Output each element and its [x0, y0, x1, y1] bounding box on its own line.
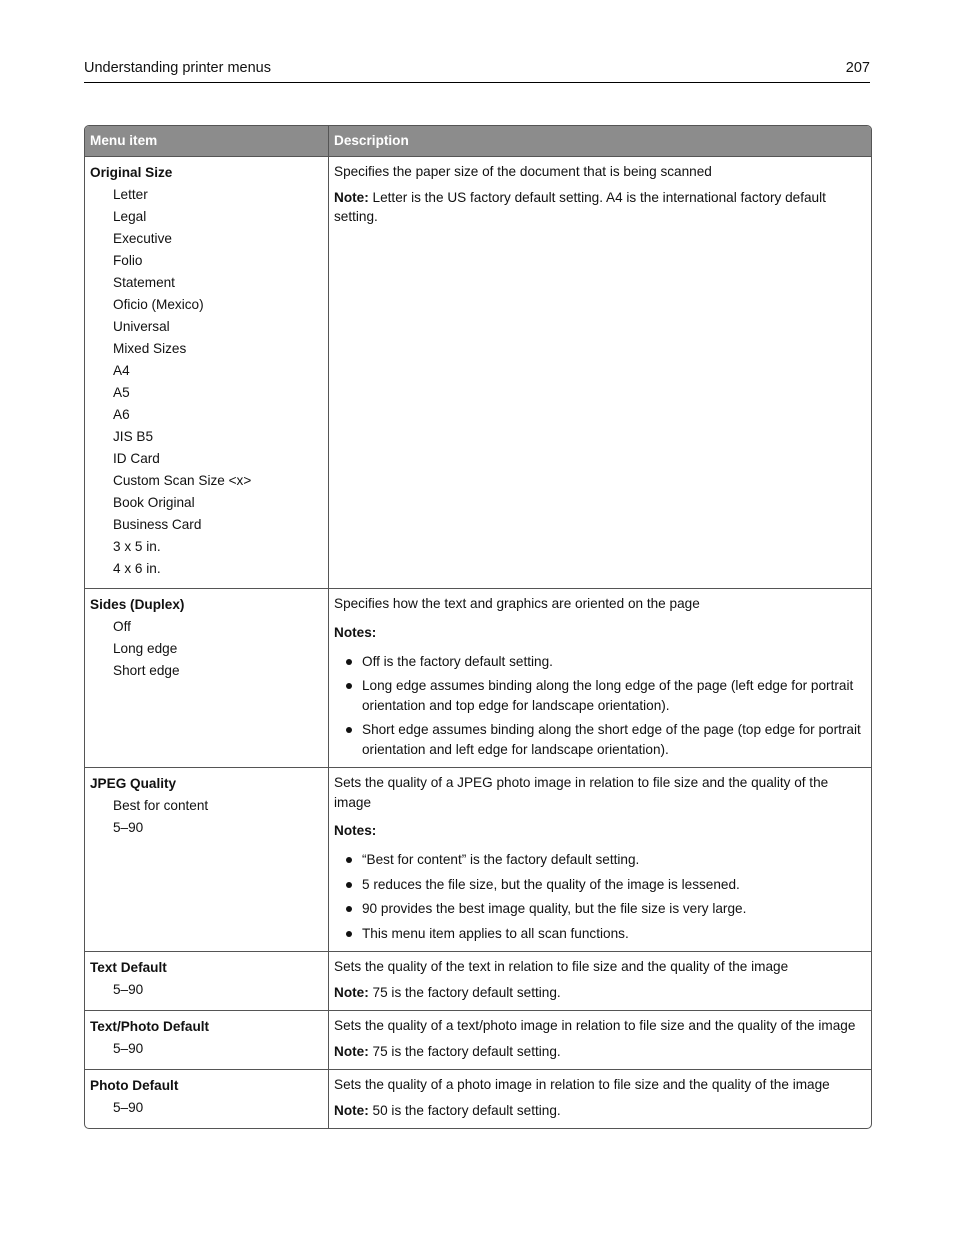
menu-item-option: Legal	[113, 209, 147, 224]
menu-item-option: Long edge	[113, 641, 178, 656]
note	[334, 983, 864, 1003]
bullet-icon	[346, 931, 352, 937]
table-row	[85, 588, 871, 767]
list-item	[334, 676, 864, 715]
menu-item-title: JPEG Quality	[90, 776, 177, 791]
note-text: 75 is the factory default setting.	[368, 1043, 561, 1059]
table-row	[85, 767, 871, 951]
bullet-icon	[346, 683, 352, 689]
menu-item-title: Text/Photo Default	[90, 1019, 210, 1034]
list-item	[334, 924, 864, 944]
page-header	[84, 60, 870, 83]
description-cell	[329, 1011, 869, 1069]
menu-item-cell	[85, 589, 329, 767]
bullet-text: “Best for content” is the factory default setting.	[362, 852, 640, 867]
menu-item-option: 5–90	[113, 1041, 144, 1056]
note-label: Note:	[334, 1102, 369, 1118]
bullet-text: Off is the factory default setting.	[362, 653, 553, 669]
page-title: Understanding printer menus	[84, 60, 271, 76]
menu-item-option: 3 x 5 in.	[113, 539, 161, 554]
menu-item-option: Best for content	[113, 798, 209, 813]
description-cell	[329, 768, 869, 951]
menu-item-option: Short edge	[113, 663, 180, 678]
menu-item-option: Statement	[113, 275, 175, 290]
menu-item-option: 4 x 6 in.	[113, 561, 161, 576]
menu-table	[84, 125, 872, 1129]
bullet-icon	[346, 659, 352, 665]
menu-item-option: ID Card	[113, 451, 160, 466]
menu-item-title: Sides (Duplex)	[90, 597, 185, 612]
menu-item-option: Oficio (Mexico)	[113, 297, 204, 312]
menu-item-option: 5–90	[113, 982, 144, 997]
bullet-text: This menu item applies to all scan functions.	[362, 925, 629, 941]
bullet-text: 5 reduces the file size, but the quality of the image is lessened.	[362, 876, 740, 892]
note-text: 50 is the factory default setting.	[368, 1102, 561, 1118]
description-text: Specifies how the text and graphics are oriented on the page	[334, 596, 700, 611]
description-cell	[329, 589, 869, 767]
description-text: Specifies the paper size of the document that is being scanned	[334, 164, 712, 179]
note	[334, 1101, 864, 1121]
note-label: Note:	[334, 984, 369, 1000]
menu-item-option: 5–90	[113, 1100, 144, 1115]
menu-item-option: Executive	[113, 231, 172, 246]
menu-item-option: A6	[113, 407, 130, 422]
bullet-icon	[346, 727, 352, 733]
menu-item-option: A4	[113, 363, 130, 378]
description-text: Sets the quality of a text/photo image in relation to file size and the quality of the image	[334, 1018, 856, 1033]
note	[334, 188, 864, 227]
column-header-menu-item: Menu item	[85, 126, 329, 156]
page-number: 207	[845, 60, 870, 76]
menu-item-title: Photo Default	[90, 1078, 179, 1093]
list-item	[334, 720, 864, 759]
menu-item-option: Custom Scan Size <x>	[113, 473, 252, 488]
note-label: Note:	[334, 1043, 369, 1059]
menu-item-option: Off	[113, 619, 131, 634]
menu-item-option: JIS B5	[113, 429, 154, 444]
bullet-icon	[346, 906, 352, 912]
notes-label: Notes:	[334, 624, 377, 640]
menu-item-title: Original Size	[90, 165, 173, 180]
list-item	[334, 875, 864, 895]
menu-item-option: Folio	[113, 253, 143, 268]
menu-item-option: 5–90	[113, 820, 144, 835]
description-text: Sets the quality of a photo image in relation to file size and the quality of the image	[334, 1077, 830, 1092]
notes-list	[334, 850, 864, 943]
bullet-icon	[346, 857, 352, 863]
menu-item-cell	[85, 1011, 329, 1069]
table-row	[85, 1010, 871, 1069]
menu-item-cell	[85, 952, 329, 1010]
menu-item-title: Text Default	[90, 960, 167, 975]
table-row	[85, 156, 871, 588]
description-cell	[329, 1070, 869, 1128]
menu-item-option: Business Card	[113, 517, 202, 532]
column-header-description: Description	[334, 133, 409, 148]
menu-item-cell	[85, 768, 329, 951]
note-label: Note:	[334, 189, 369, 205]
note-text: 75 is the factory default setting.	[368, 984, 561, 1000]
menu-item-cell	[85, 1070, 329, 1128]
table-row	[85, 951, 871, 1010]
list-item	[334, 652, 864, 672]
menu-item-cell	[85, 157, 329, 588]
description-text: Sets the quality of the text in relation to file size and the quality of the image	[334, 959, 789, 974]
list-item	[334, 899, 864, 919]
note-text: Letter is the US factory default setting. A4 is the international factory default setting.	[334, 189, 826, 224]
bullet-text: Short edge assumes binding along the short edge of the page (top edge for portrait orientation and left edge for landscape orientation).	[362, 722, 861, 757]
table-header	[85, 126, 871, 156]
description-cell	[329, 157, 869, 588]
menu-item-option: Letter	[113, 187, 148, 202]
description-text: Sets the quality of a JPEG photo image in relation to file size and the quality of the image	[334, 775, 829, 810]
notes-list	[334, 652, 864, 760]
menu-item-option: Book Original	[113, 495, 195, 510]
bullet-text: 90 provides the best image quality, but the file size is very large.	[362, 901, 747, 916]
menu-item-option: Mixed Sizes	[113, 341, 187, 356]
bullet-icon	[346, 882, 352, 888]
description-cell	[329, 952, 869, 1010]
notes-label: Notes:	[334, 823, 377, 838]
bullet-text: Long edge assumes binding along the long edge of the page (left edge for portrait orientation and top edge for landscape orientation).	[362, 678, 854, 713]
list-item	[334, 850, 864, 870]
table-row	[85, 1069, 871, 1128]
note	[334, 1042, 864, 1062]
menu-item-option: Universal	[113, 319, 170, 334]
menu-item-option: A5	[113, 385, 130, 400]
